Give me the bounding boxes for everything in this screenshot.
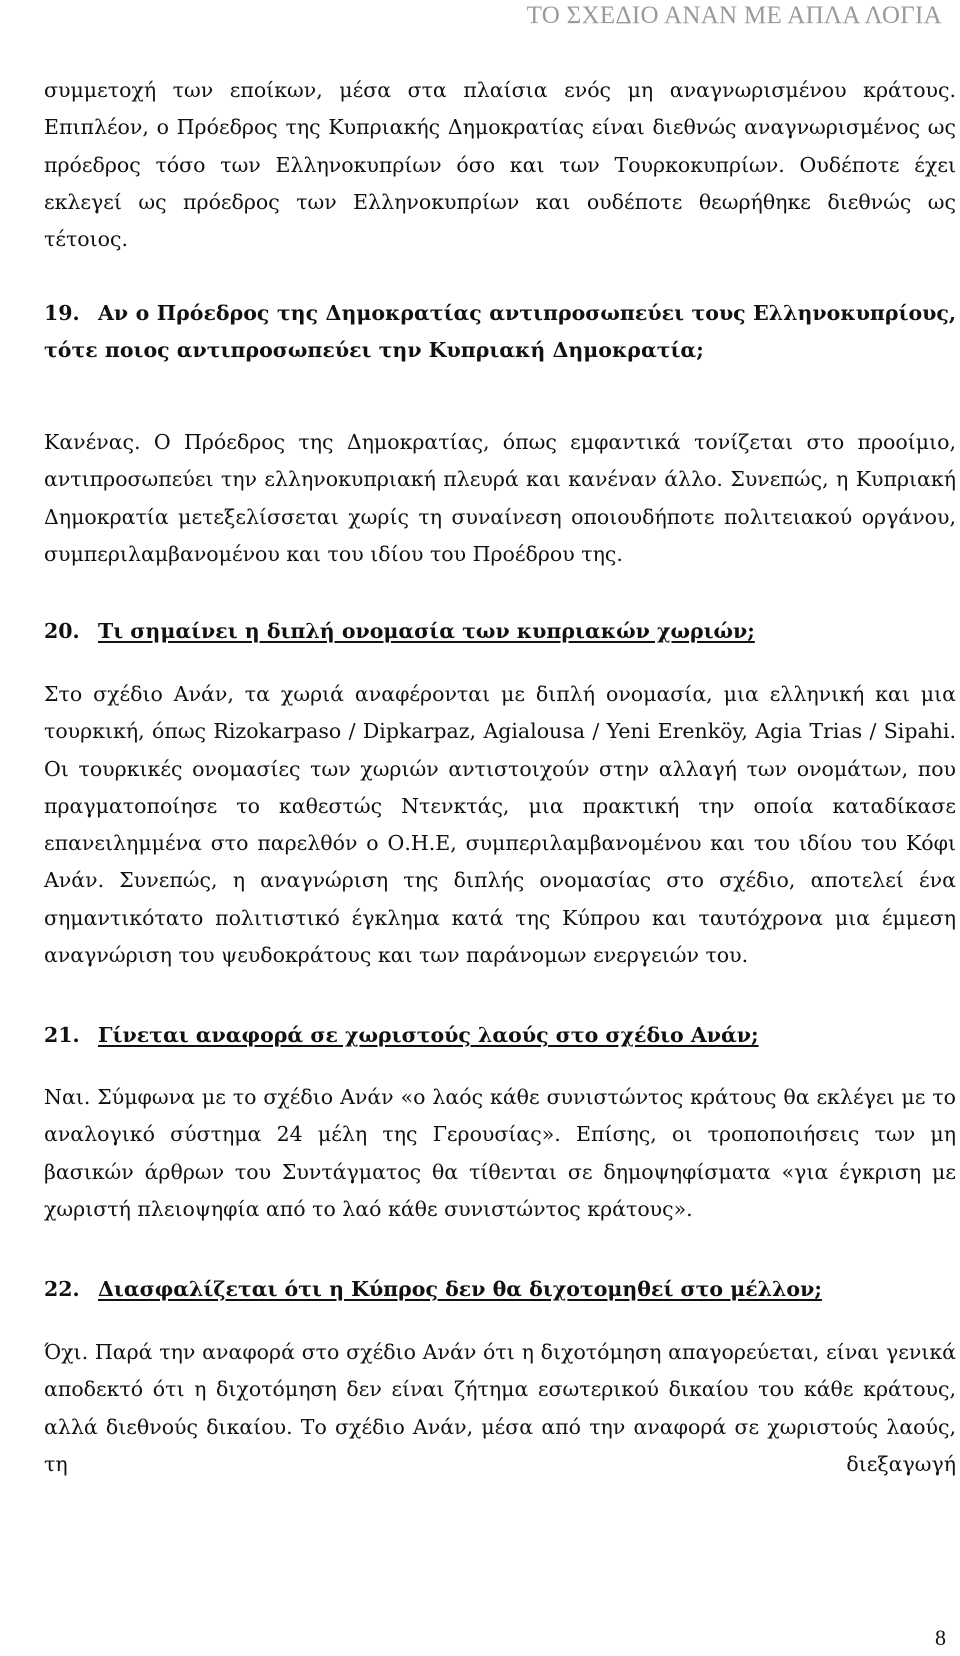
question-text: Τι σημαίνει η διπλή ονομασία των κυπριακών χωριών; bbox=[98, 619, 755, 643]
question-21 bbox=[44, 1017, 956, 1054]
running-header: ΤΟ ΣΧΕΔΙΟ ΑΝΑΝ ΜΕ ΑΠΛΑ ΛΟΓΙΑ bbox=[526, 2, 942, 29]
question-number: 19. bbox=[44, 301, 80, 325]
question-number: 22. bbox=[44, 1277, 80, 1301]
question-22 bbox=[44, 1271, 956, 1308]
question-19 bbox=[44, 295, 956, 370]
answer-21: Ναι. Σύμφωνα με το σχέδιο Ανάν «ο λαός κάθε συνιστώντος κράτους θα εκλέγει με το αναλογικό σύστημα 24 μέλη της Γερουσίας». Επίσης, οι τροποποιήσεις των μη βασικών άρθρων του Συντάγματος θα τίθενται σε δημοψηφίσματα «για έγκριση με χωριστή πλειοψηφία από το λαό κάθε συνιστώντος κράτους». bbox=[44, 1085, 956, 1221]
continuation-paragraph: συμμετοχή των εποίκων, μέσα στα πλαίσια ενός μη αναγνωρισμένου κράτους. Επιπλέον, ο Πρόεδρος της Κυπριακής Δημοκρατίας είναι διεθνώς αναγνωρισμένος ως πρόεδρος τόσο των Ελληνοκυπρίων όσο και των Τουρκοκυπρίων. Ουδέποτε έχει εκλεγεί ως πρόεδρος των Ελληνοκυπρίων και ουδέποτε θεωρήθηκε διεθνώς ως τέτοιος. bbox=[44, 78, 956, 252]
answer-19: Κανένας. Ο Πρόεδρος της Δημοκρατίας, όπως εμφαντικά τονίζεται στο προοίμιο, αντιπροσωπεύει την ελληνοκυπριακή πλευρά και κανέναν άλλο. Συνεπώς, η Κυπριακή Δημοκρατία μετεξελίσσεται χωρίς τη συναίνεση οποιουδήποτε πολιτειακού οργάνου, συμπεριλαμβανομένου και του ιδίου του Προέδρου της. bbox=[44, 430, 956, 566]
question-20 bbox=[44, 613, 956, 650]
answer-22: Όχι. Παρά την αναφορά στο σχέδιο Ανάν ότι η διχοτόμηση απαγορεύεται, είναι γενικά αποδεκτό ότι η διχοτόμηση δεν είναι ζήτημα εσωτερικού δικαίου του κάθε κράτους, αλλά διεθνούς δικαίου. Το σχέδιο Ανάν, μέσα από την αναφορά σε χωριστούς λαούς, τη διεξαγωγή bbox=[44, 1340, 956, 1476]
question-number: 21. bbox=[44, 1023, 80, 1047]
question-text: Διασφαλίζεται ότι η Κύπρος δεν θα διχοτομηθεί στο μέλλον; bbox=[98, 1277, 822, 1301]
question-text: Γίνεται αναφορά σε χωριστούς λαούς στο σχέδιο Ανάν; bbox=[98, 1023, 759, 1047]
page-number: 8 bbox=[935, 1625, 946, 1650]
answer-20: Στο σχέδιο Ανάν, τα χωριά αναφέρονται με διπλή ονομασία, μια ελληνική και μια τουρκική, όπως Rizokarpaso / Dipkarpaz, Agialousa / Yeni Erenköy, Agia Trias / Sipahi. Οι τουρκικές ονομασίες των χωριών αντιστοιχούν στην αλλαγή των ονομάτων, που πραγματοποίησε το καθεστώς Ντενκτάς, μια πρακτική την οποία καταδίκασε επανειλημμένα στο παρελθόν ο Ο.Η.Ε, συμπεριλαμβανομένου και του ιδίου του Κόφι Ανάν. Συνεπώς, η αναγνώριση της διπλής ονομασίας στο σχέδιο, αποτελεί ένα σημαντικότατο πολιτιστικό έγκλημα κατά της Κύπρου και ταυτόχρονα μια έμμεση αναγνώριση του ψευδοκράτους και των παράνομων ενεργειών του. bbox=[44, 682, 956, 968]
question-number: 20. bbox=[44, 619, 80, 643]
question-text: Αν ο Πρόεδρος της Δημοκρατίας αντιπροσωπεύει τους Ελληνοκυπρίους, τότε ποιος αντιπροσωπεύει την Κυπριακή Δημοκρατία; bbox=[44, 301, 956, 363]
